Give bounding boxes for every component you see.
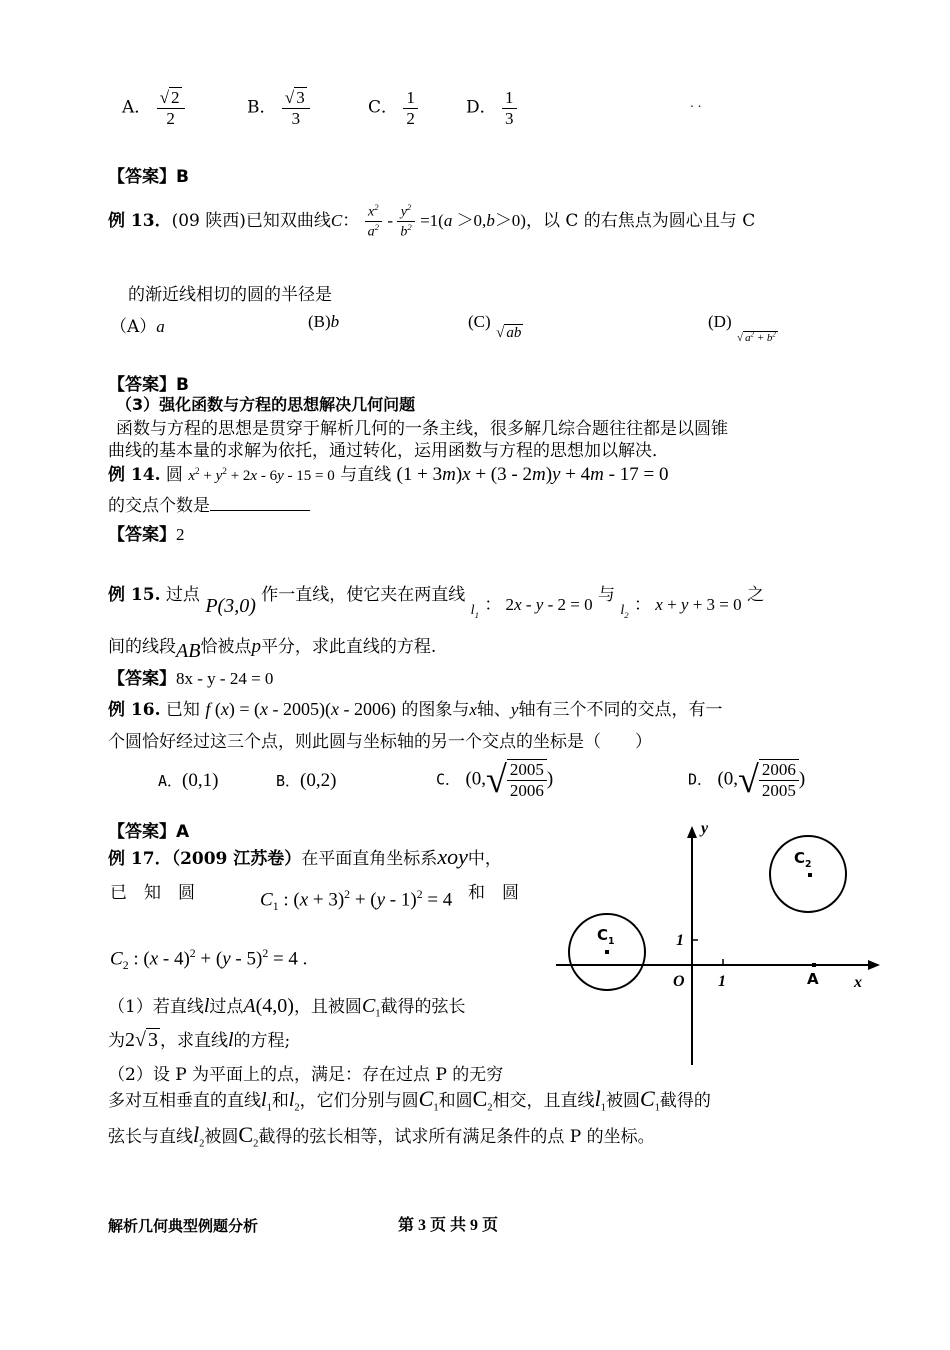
c1-center-dot — [605, 950, 609, 954]
q13-option-b: (B)b — [308, 312, 340, 331]
q16-option-a: A．(0,1) — [158, 770, 219, 791]
section-3-para-line2: 曲线的基本量的求解为依托，通过转化，运用函数与方程的思想加以解决． — [108, 441, 669, 461]
q12-a-value: $\frac{√ 2}{2}$ — [157, 88, 185, 128]
q16-option-b: B．(0,2) — [276, 770, 337, 791]
point-a-label: A — [807, 970, 819, 988]
q17-line2-tail: 和 圆 — [468, 883, 519, 903]
q16-line1: 例 16. 已知 f (x) = (x - 2005)(x - 2006) 的图象与x轴、y轴有三个不同的交点，有一 — [108, 699, 723, 720]
q16-option-d: D． (0,√ $\frac{2006}{2005}$ ) — [688, 759, 806, 801]
c1-label: $C_1$ — [597, 926, 615, 947]
q12-answer: 【答案】B — [108, 167, 189, 187]
y-axis-arrow — [687, 826, 697, 838]
q12-option-d: D． $\frac{1}{3}$ — [466, 88, 517, 128]
q14-answer: 【答案】2 — [108, 525, 185, 545]
x-axis-label: x — [854, 974, 862, 991]
section-3-para-line1: 函数与方程的思想是贯穿于解析几何的一条主线，很多解几综合题往往都是以圆锥 — [116, 419, 728, 439]
circle-c1 — [569, 914, 645, 990]
footer-title: 解析几何典型例题分析 — [108, 1217, 259, 1235]
q14-line2: 的交点个数是 — [108, 491, 310, 516]
q16-answer: 【答案】A — [108, 822, 190, 842]
q13-option-a: （A）a — [110, 317, 165, 337]
q17-line2: 已 知 圆 — [110, 883, 195, 903]
section-3-title: （3）强化函数与方程的思想解决几何问题 — [116, 395, 416, 414]
q17-circle-c1-eq: $C_1$ : $(x + 3)^2 + (y - 1)^2 = 4$ — [260, 888, 453, 914]
circle-c2 — [770, 836, 846, 912]
q16-line2: 个圆恰好经过这三个点，则此圆与坐标轴的另一个交点的坐标是（ ） — [108, 732, 652, 752]
q12-option-a: A． $\frac{√ 2}{2}$ — [122, 88, 185, 128]
x-one-label: 1 — [718, 973, 726, 990]
q14-blank — [210, 494, 310, 511]
q12-c-value: $\frac{1}{2}$ — [403, 88, 418, 128]
q15-answer: 【答案】8x - y - 24 = 0 — [108, 669, 274, 689]
point-a-dot — [812, 963, 816, 967]
q13-line1: 例 13．(09 陕西)已知双曲线C： $\frac{x^2}{a^2}$ - $\frac{y^2}{b^2}$ =1(a ＞0,b＞0)，以 C 的右焦点为圆心且与 C — [108, 202, 756, 240]
c2-label: $C_2$ — [794, 849, 812, 870]
q17-line1: 例 17．（2009 江苏卷）在平面直角坐标系xoy中， — [108, 844, 502, 869]
y-axis-label: y — [701, 820, 709, 837]
q12-d-value: $\frac{1}{3}$ — [502, 88, 517, 128]
x-axis-arrow — [868, 960, 880, 970]
footer-page-number: 第 3 页 共 9 页 — [398, 1217, 499, 1234]
q13-answer: 【答案】B — [108, 375, 189, 395]
q17-part1-line2: 为2√ 3 ，求直线l的方程; — [108, 1029, 291, 1051]
c2-center-dot — [808, 873, 812, 877]
q17-circle-c2-eq: $C_2$ : (x - 4)$^2$ + (y - 5)$^2$ = 4 . — [110, 947, 308, 973]
q17-part1-line1: （1）若直线l过点A(4,0)，且被圆$C_1$截得的弦长 — [108, 995, 466, 1020]
q17-part2-line2: 多对互相垂直的直线$l_1$和$l_2$，它们分别与圆$C_1$和圆$C_2$相交，且直线$l_1$被圆$C_1$截得的 — [108, 1086, 711, 1114]
origin-label: O — [673, 973, 685, 990]
q12-option-c: C． $\frac{1}{2}$ — [368, 88, 418, 128]
y-one-label: 1 — [676, 932, 684, 949]
q16-option-c: C． (0,√ $\frac{2005}{2006}$ ) — [436, 759, 554, 801]
q12-trailing-dots: . . — [690, 96, 702, 110]
q17-part2-line1: （2）设 P 为平面上的点，满足：存在过点 P 的无穷 — [108, 1065, 504, 1085]
q15-line1: 例 15. 过点 P(3,0) 作一直线，使它夹在两直线 $_{l_1}$ ： 2x - y - 2 = 0 与 $_{l_2}$ ： x + y + 3 = 0 之 — [108, 585, 765, 620]
q12-b-value: $\frac{√ 3}{3}$ — [282, 88, 310, 128]
q12-option-b: B． $\frac{√ 3}{3}$ — [247, 88, 310, 128]
q15-line2: 间的线段AB恰被点p平分，求此直线的方程. — [108, 636, 437, 662]
q14-line1: 例 14. 圆 $x^2 + y^2 + 2x - 6y - 15 = 0$ 与直线 (1 + 3m)x + (3 - 2m)y + 4m - 17 = 0 — [108, 464, 669, 485]
q13-option-c: (C) √ ab — [468, 312, 522, 341]
q13-option-d: (D) $_{√ a^2 + b^2}$ — [708, 312, 776, 344]
q13-line2: 的渐近线相切的圆的半径是 — [128, 285, 332, 305]
q17-part2-line3: 弦长与直线$l_2$被圆$C_2$截得的弦长相等，试求所有满足条件的点 P 的坐标。 — [108, 1122, 655, 1150]
